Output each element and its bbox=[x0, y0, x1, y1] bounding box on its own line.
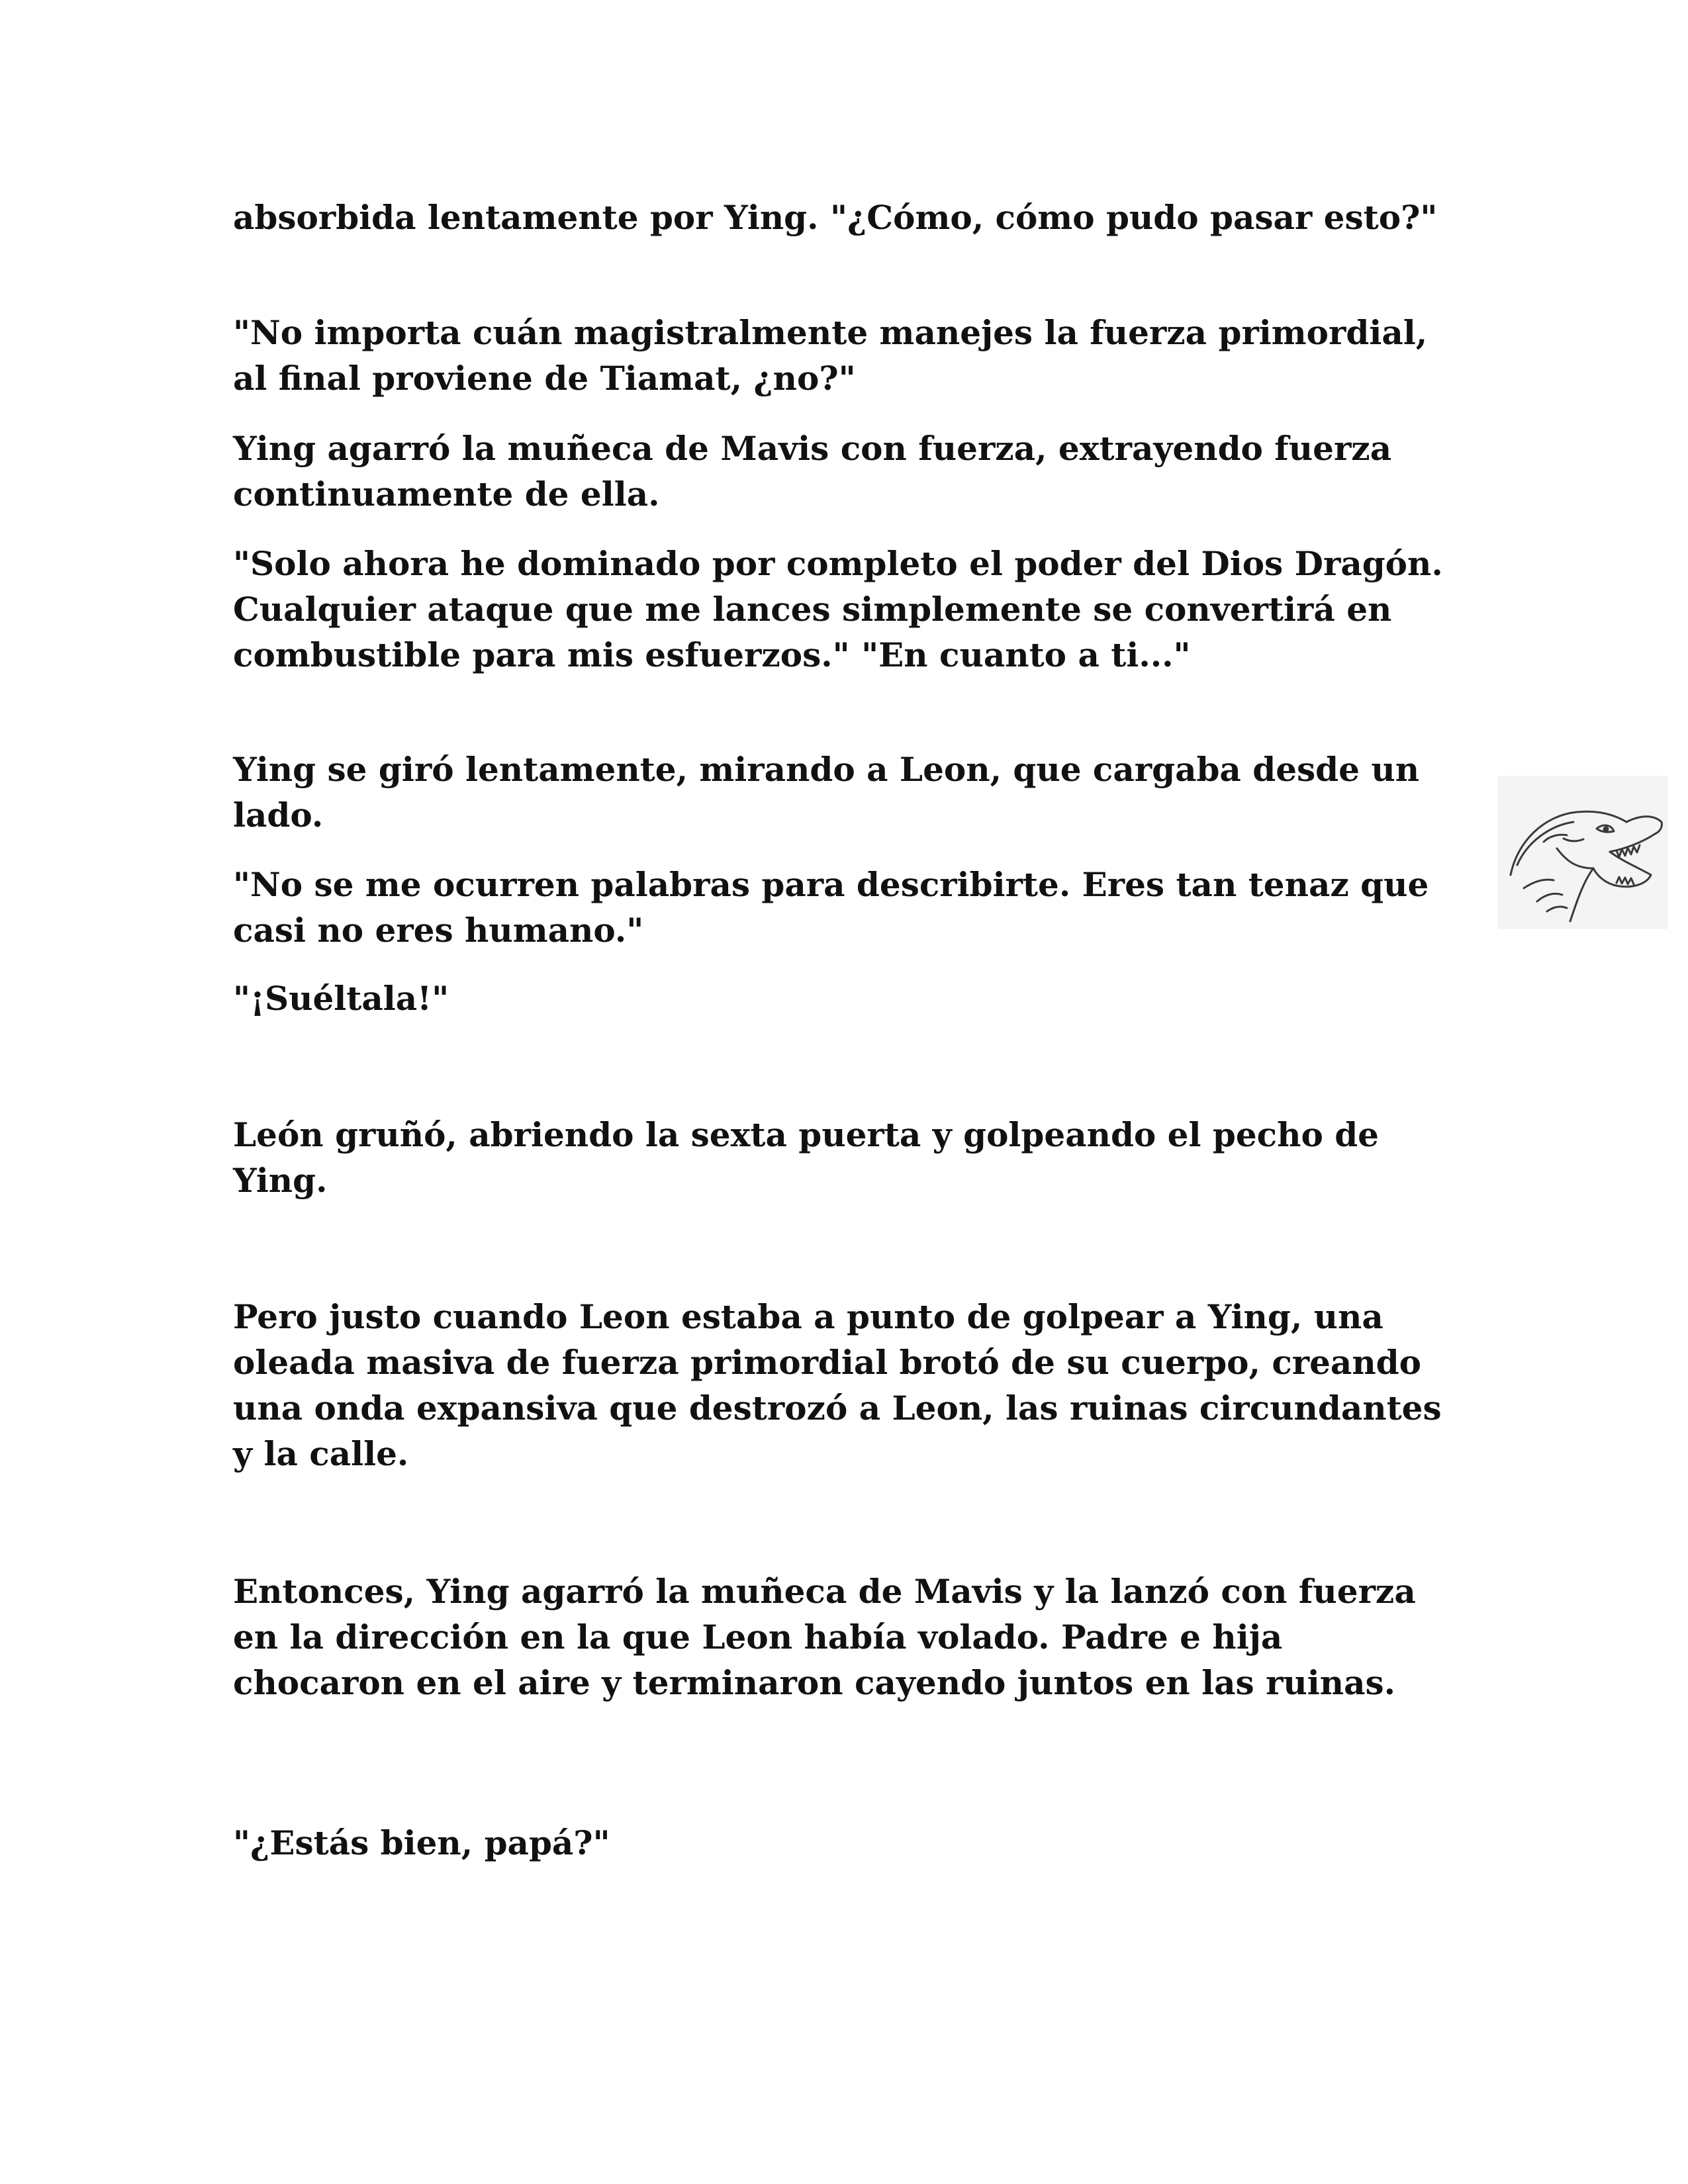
paragraph-10: Entonces, Ying agarró la muñeca de Mavis y la lanzó con fuerza en la dirección en la que Leon había volado. Padre e hija chocaron en el aire y terminaron cayendo juntos en las ruinas. bbox=[233, 1572, 1416, 1702]
paragraph-8: León gruñó, abriendo la sexta puerta y golpeando el pecho de Ying. bbox=[233, 1115, 1379, 1200]
paragraph-5: Ying se giró lentamente, mirando a Leon, que cargaba desde un lado. bbox=[233, 750, 1420, 835]
paragraph-9: Pero justo cuando Leon estaba a punto de golpear a Ying, una oleada masiva de fuerza primordial brotó de su cuerpo, creando una onda expansiva que destrozó a Leon, las ruinas circundantes y la calle. bbox=[233, 1297, 1442, 1473]
paragraph-2: "No importa cuán magistralmente manejes la fuerza primordial, al final proviene de Tiamat, ¿no?" bbox=[233, 313, 1428, 398]
paragraph-7: "¡Suéltala!" bbox=[233, 979, 449, 1018]
paragraph-6: "No se me ocurren palabras para describirte. Eres tan tenaz que casi no eres humano." bbox=[233, 865, 1429, 950]
paragraph-3: Ying agarró la muñeca de Mavis con fuerza, extrayendo fuerza continuamente de ella. bbox=[233, 429, 1392, 514]
paragraph-11: "¿Estás bien, papá?" bbox=[233, 1823, 610, 1862]
paragraph-1: absorbida lentamente por Ying. "¿Cómo, cómo pudo pasar esto?" bbox=[233, 198, 1438, 237]
dinosaur-head-sketch-icon bbox=[1497, 776, 1668, 929]
paragraph-4: "Solo ahora he dominado por completo el poder del Dios Dragón. Cualquier ataque que me lances simplemente se convertirá en combustible para mis esfuerzos." "En cuanto a ti..." bbox=[233, 544, 1443, 674]
